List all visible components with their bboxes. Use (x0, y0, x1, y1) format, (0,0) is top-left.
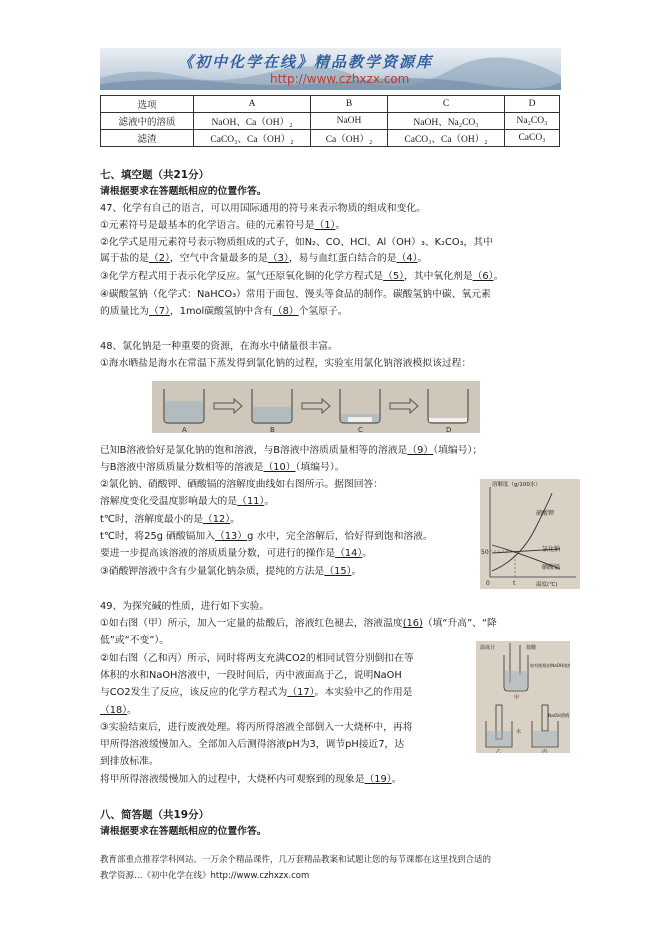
table-cell: CaCO₃、Ca（OH）₂ (388, 130, 505, 147)
q47-line3: 属于盐的是（2），空气中含量最多的是（3），易与血红蛋白结合的是（4）。 (100, 253, 428, 264)
chart-ylabel: 溶解度（g/100水） (492, 482, 541, 488)
footer-line1: 教育部重点推荐学科网站。一万余个精品课件，几万套精品教案和试题让您的每节课都在这里找到合适的 (100, 855, 492, 865)
fig-label-a: A (182, 426, 187, 433)
banner-title: 《初中化学在线》精品教学资源库 (178, 53, 434, 71)
q48-line8: 要进一步提高该溶液的溶质质量分数，可进行的操作是（14）。 (100, 548, 373, 559)
text: 个氢原子。 (298, 306, 348, 317)
blank-15: （15） (324, 566, 352, 577)
experiment-figure (476, 641, 570, 753)
q47-line5: ④碳酸氢钠（化学式：NaHCO₃）常用于面包、馒头等食品的制作。碳酸氢钠中碳、氧元素 (100, 289, 491, 300)
blank-12: （12） (203, 514, 231, 525)
q48-line2 (100, 444, 482, 458)
text: 的质量比为 (100, 306, 149, 317)
text: （填编号）； (433, 445, 483, 456)
table-cell: CaCO₃ (505, 130, 560, 147)
table-cell: CaCO₃、Ca（OH）₂ (194, 130, 311, 147)
blank-16: (16) (402, 618, 423, 629)
chart-tick-0: 0 (486, 580, 490, 587)
series-label-nacl: 氯化钠 (542, 546, 561, 553)
solubility-curves (480, 479, 580, 589)
table-cell: NaOH、Ca（OH）₂ (194, 113, 311, 130)
text: 要进一步提高该溶液的溶质质量分数，可进行的操作是 (100, 548, 336, 559)
table-cell: NaOH、Na₂CO₃ (388, 113, 505, 130)
q49-line5 (100, 686, 412, 700)
text: 与CO2发生了反应，该反应的化学方程式为 (100, 687, 288, 698)
label-naoh-solution: NaOH溶液 (548, 714, 570, 719)
text: 已知B溶液恰好是氯化钠的饱和溶液，与B溶液中溶质质量相等的溶液是 (100, 445, 408, 456)
apparatus-diagram (476, 641, 570, 753)
q48-line1: ①海水晒盐是海水在常温下蒸发得到氯化钠的过程，实验室用氯化钠溶液模拟该过程： (100, 358, 472, 369)
beakers-diagram (152, 381, 480, 433)
blank-5: （5） (383, 271, 405, 282)
text: ①如右图（甲）所示，加入一定量的盐酸后，溶液红色褪去，溶液温度 (100, 618, 403, 629)
table-cell: D (505, 96, 560, 113)
q48-line7 (100, 530, 433, 544)
q49-line2: 低”或“不变”）。 (100, 635, 170, 646)
q47-line6 (100, 305, 348, 319)
table-cell: NaOH (311, 113, 388, 130)
text: ，空气中含量最多的是 (169, 253, 268, 264)
q49-line1 (100, 617, 497, 631)
table-cell: B (311, 96, 388, 113)
blank-4: （4） (396, 253, 418, 264)
text: ，易与血红蛋白结合的是 (288, 253, 397, 264)
q48-line3 (100, 461, 345, 475)
q49-line10: 将甲所得溶液缓慢加入的过程中，大烧杯内可观察到的现象是（19）。 (100, 774, 402, 785)
text: （填编号）。 (295, 462, 345, 473)
fig-label-b: B (270, 426, 275, 433)
blank-10: （10） (263, 462, 296, 473)
q49-line7: ③实验结束后，进行废液处理。将丙所得溶液全部倒入一大烧杯中，再将 (100, 722, 413, 733)
header-banner (100, 48, 561, 90)
table-cell: A (194, 96, 311, 113)
text: ，其中氧化剂是 (404, 271, 473, 282)
text: t℃时，溶解度最小的是 (100, 514, 204, 525)
text: g 水中，完全溶解后，恰好得到饱和溶液。 (247, 531, 433, 542)
label-naoh-phenol: 如有酚酞的NaOH溶液 (530, 663, 570, 668)
q47-line1: ①元素符号是最基本的化学语言。硅的元素符号是（1）。 (100, 220, 346, 231)
q48-line9: ③硝酸钾溶液中含有少量氯化钠杂质，提纯的方法是（15）。 (100, 566, 362, 577)
text: 。本实验中乙的作用是 (314, 687, 413, 698)
blank-14: （14） (335, 548, 363, 559)
fig-label-d: D (446, 426, 452, 433)
fig-label-c: C (358, 426, 363, 433)
section7-heading: 七、填空题（共21分） (100, 169, 210, 181)
q49-line8: 甲所得溶液缓慢加入。全部加入后测得溶液pH为3，调节pH接近7，达 (100, 739, 405, 750)
blank-3: （3） (267, 253, 289, 264)
q49-line3: ②如右图（乙和丙）所示，同时将两支充满CO2的相同试管分别倒扣在等 (100, 653, 414, 664)
table-cell: C (388, 96, 505, 113)
curve-kno3 (492, 493, 555, 571)
chart-xlabel: 温度(℃) (536, 582, 558, 588)
table-cell: 选项 (101, 96, 194, 113)
q48-line5: 溶解度变化受温度影响最大的是（11）。 (100, 496, 275, 507)
text: t℃时，将25g 硒酸镉加入 (100, 531, 216, 542)
q47-line2: ②化学式是用元素符号表示物质组成的式子，如N₂、CO、HCl、Al（OH）₃、K₂CO₃，其中 (100, 237, 493, 248)
series-label-cdseo4: 硒酸镉 (542, 564, 561, 571)
q47-line4: ③化学方程式用于表示化学反应。氢气还原氧化铜的化学方程式是（5），其中氧化剂是（6）。 (100, 271, 504, 282)
text: ①元素符号是最基本的化学语言。硅的元素符号是 (100, 220, 315, 231)
label-jia: 甲 (514, 695, 520, 701)
q48-line6: t℃时，溶解度最小的是（12）。 (100, 514, 240, 525)
chart-tick-50: 50 (481, 549, 489, 556)
section8-instruction: 请根据要求在答题纸相应的位置作答。 (100, 826, 267, 837)
text: ③化学方程式用于表示化学反应。氢气还原氧化铜的化学方程式是 (100, 271, 384, 282)
blank-7: （7） (148, 306, 170, 317)
blank-2: （2） (148, 253, 170, 264)
footer-line2: 教学资源…《初中化学在线》http://www.czhxzx.com (100, 871, 310, 881)
label-yi: 乙 (496, 749, 502, 753)
table-cell: 滤液中的溶质 (101, 113, 194, 130)
q49-line9: 到排放标准。 (100, 756, 159, 767)
table-cell: Na₂CO₃ (505, 113, 560, 130)
chart-tick-t: t (513, 580, 516, 587)
options-table (100, 95, 560, 147)
blank-6: （6） (472, 271, 494, 282)
section8-heading: 八、简答题（共19分） (100, 809, 210, 821)
table-row (101, 96, 560, 113)
banner-url[interactable]: http://www.czhxzx.com (270, 72, 410, 86)
text: （填“升高”、“降 (422, 618, 497, 629)
blank-18: （18） (100, 705, 128, 716)
table-row (101, 130, 560, 147)
label-hcl: 盐酸 (526, 645, 537, 651)
q48-line4: ②氯化钠、硝酸钾、硒酸镉的溶解度曲线如右图所示。据图回答： (100, 479, 384, 490)
blank-13: （13） (215, 531, 248, 542)
blank-8: （8） (272, 306, 299, 317)
label-bing: 丙 (542, 749, 548, 753)
label-thermometer: 温度计 (480, 645, 496, 651)
q47-intro: 47、化学有自己的语言，可以用国际通用的符号来表示物质的组成和变化。 (100, 203, 426, 214)
table-cell: 滤渣 (101, 130, 194, 147)
q49-line6: （18）。 (100, 705, 137, 716)
blank-17: （17） (287, 687, 315, 698)
text: 溶解度变化受温度影响最大的是 (100, 496, 238, 507)
evaporation-figure (152, 381, 480, 433)
text: ③硝酸钾溶液中含有少量氯化钠杂质，提纯的方法是 (100, 566, 325, 577)
section7-instruction: 请根据要求在答题纸相应的位置作答。 (100, 186, 267, 197)
text: 属于盐的是 (100, 253, 149, 264)
q48-intro: 48、氯化钠是一种重要的资源，在海水中储量很丰富。 (100, 341, 338, 352)
text: ，1mol碳酸氢钠中含有 (169, 306, 273, 317)
text: 将甲所得溶液缓慢加入的过程中，大烧杯内可观察到的现象是 (100, 774, 365, 785)
blank-19: （19） (364, 774, 392, 785)
text: 与B溶液中溶质质量分数相等的溶液是 (100, 462, 264, 473)
solubility-chart (480, 479, 580, 589)
label-water: 水 (516, 729, 522, 735)
series-label-kno3: 硝酸钾 (536, 510, 555, 517)
q49-line4: 体积的水和NaOH溶液中，一段时间后，丙中液面高于乙，说明NaOH (100, 670, 402, 681)
table-cell: Ca（OH）₂ (311, 130, 388, 147)
blank-11: （11） (237, 496, 265, 507)
q49-intro: 49、为探究碱的性质，进行如下实验。 (100, 601, 270, 612)
table-row (101, 113, 560, 130)
blank-1: （1） (314, 220, 336, 231)
blank-9: （9） (407, 445, 434, 456)
